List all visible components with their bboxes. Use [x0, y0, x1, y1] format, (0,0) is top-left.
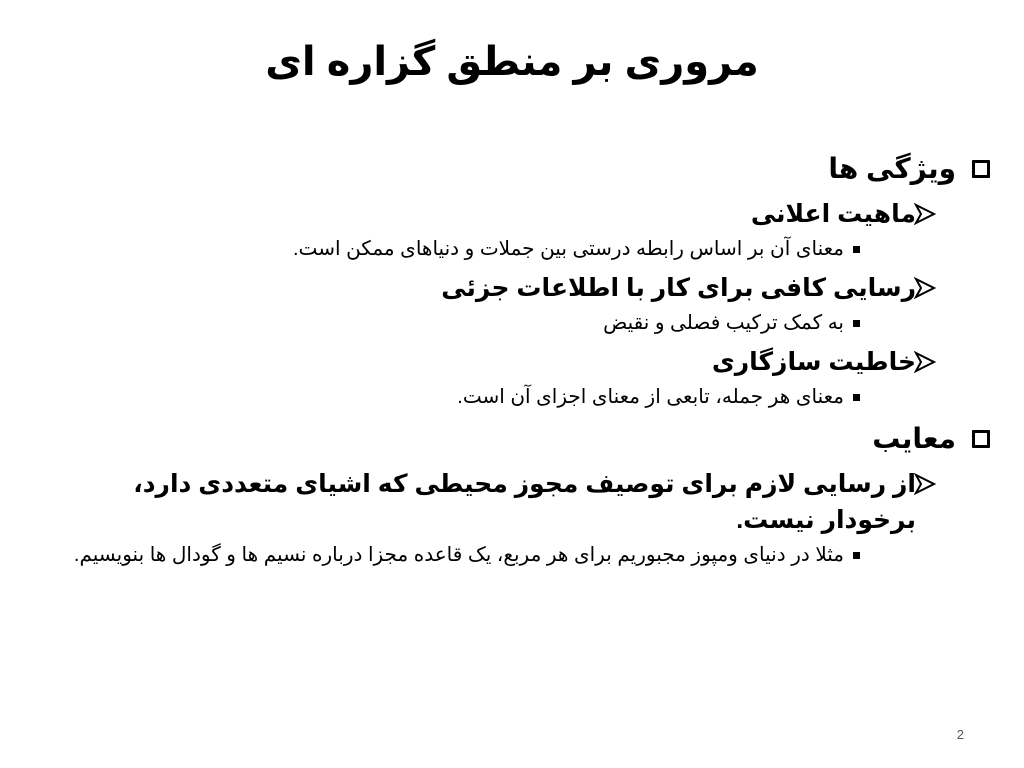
- list-item-label: خاطیت سازگاری: [711, 348, 916, 376]
- section-heading-label: معایب: [872, 423, 956, 454]
- sub-list-item: [40, 382, 994, 412]
- list-item-label: از رسایی لازم برای توصیف مجوز محیطی که اشیای متعددی دارد، برخودار نیست.: [133, 470, 916, 534]
- list-item: [40, 344, 994, 380]
- list-item: [40, 196, 994, 232]
- sub-list-item-label: مثلا در دنیای ومپوز مجبوریم برای هر مربع، یک قاعده مجزا درباره نسیم ها و گودال ها بنویسیم.: [73, 544, 844, 566]
- slide-title: مروری بر منطق گزاره ای: [265, 40, 759, 84]
- small-square-bullet-icon: [853, 320, 860, 327]
- arrow-bullet-icon: [914, 270, 936, 306]
- sub-list-item-label: معنای آن بر اساس رابطه درستی بین جملات و دنیاهای ممکن است.: [293, 238, 844, 260]
- arrow-bullet-icon: [914, 466, 936, 502]
- small-square-bullet-icon: [853, 394, 860, 401]
- sub-list-item: [40, 540, 994, 570]
- section-heading-features: [40, 148, 994, 190]
- slide-body: [40, 148, 994, 570]
- sub-list-item-label: به کمک ترکیب فصلی و نقیض: [603, 312, 844, 334]
- small-square-bullet-icon: [853, 246, 860, 253]
- square-bullet-icon: [972, 160, 990, 178]
- list-item: [40, 466, 994, 538]
- small-square-bullet-icon: [853, 552, 860, 559]
- sub-list-item: [40, 308, 994, 338]
- sub-list-item-label: معنای هر جمله، تابعی از معنای اجزای آن است.: [457, 386, 844, 408]
- list-item-label: ماهیت اعلانی: [750, 200, 916, 228]
- list-item-label: رسایی کافی برای کار با اطلاعات جزئی: [441, 274, 916, 302]
- sub-list-item: [40, 234, 994, 264]
- section-heading-label: ویژگی ها: [828, 153, 956, 184]
- arrow-bullet-icon: [914, 196, 936, 232]
- arrow-bullet-icon: [914, 344, 936, 380]
- list-item: [40, 270, 994, 306]
- square-bullet-icon: [972, 430, 990, 448]
- section-heading-drawbacks: [40, 418, 994, 460]
- page-number: 2: [956, 727, 964, 742]
